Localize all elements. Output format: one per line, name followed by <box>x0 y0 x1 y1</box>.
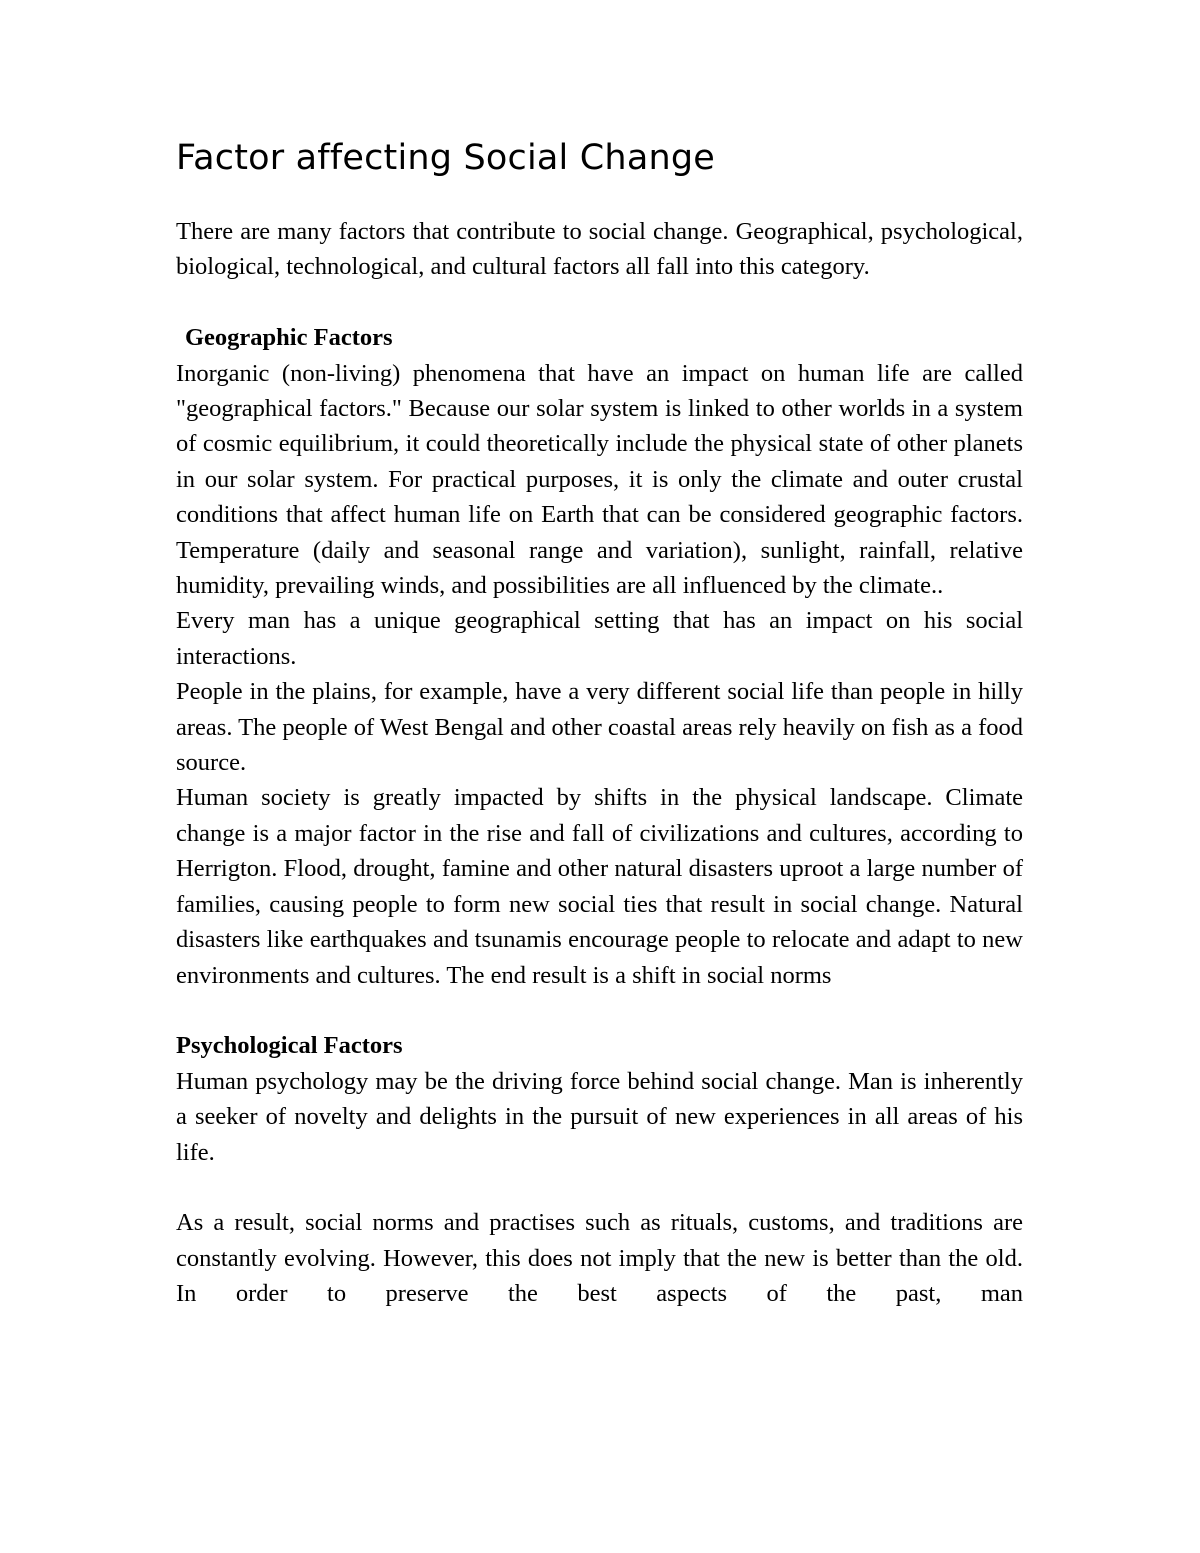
section-heading: Geographic Factors <box>185 324 393 352</box>
blank-line <box>176 1170 1023 1205</box>
section-geographic-factors <box>176 320 1023 993</box>
section-paragraph: Inorganic (non-living) phenomena that have an impact on human life are called "geographical factors." Because our solar system is linked to other worlds in a system of cosmic equilibrium, it could theoretically include the physical state of other planets in our solar system. For practical purposes, it is only the climate and outer crustal conditions that affect human life on Earth that can be considered geographic factors. Temperature (daily and seasonal range and variation), sunlight, rainfall, relative humidity, prevailing winds, and possibilities are all influenced by the climate.. <box>176 359 1023 600</box>
section-paragraph: People in the plains, for example, have a very different social life than people in hilly areas. The people of West Bengal and other coastal areas rely heavily on fish as a food source. <box>176 678 1023 777</box>
blank-line <box>176 993 1023 1028</box>
section-paragraph: Every man has a unique geographical setting that has an impact on his social interactions. <box>176 607 1023 670</box>
section-paragraph: Human society is greatly impacted by shifts in the physical landscape. Climate change is a major factor in the rise and fall of civilizations and cultures, according to Herrigton. Flood, drought, famine and other natural disasters uproot a large number of families, causing people to form new social ties that result in social change. Natural disasters like earthquakes and tsunamis encourage people to relocate and adapt to new environments and cultures. The end result is a shift in social norms <box>176 784 1023 989</box>
intro-paragraph: There are many factors that contribute to social change. Geographical, psychological, biological, technological, and cultural factors all fall into this category. <box>176 218 1023 281</box>
blank-line <box>176 285 1023 320</box>
section-psychological-factors <box>176 1028 1023 1311</box>
document-title: Factor affecting Social Change <box>176 138 715 178</box>
section-heading: Psychological Factors <box>176 1032 403 1060</box>
section-paragraph: Human psychology may be the driving force behind social change. Man is inherently a seeker of novelty and delights in the pursuit of new experiences in all areas of his life. <box>176 1067 1023 1166</box>
section-paragraph: As a result, social norms and practises such as rituals, customs, and traditions are constantly evolving. However, this does not imply that the new is better than the old. In order to preserve the best aspects of the past, man <box>176 1209 1023 1308</box>
document-page <box>176 134 1023 1312</box>
